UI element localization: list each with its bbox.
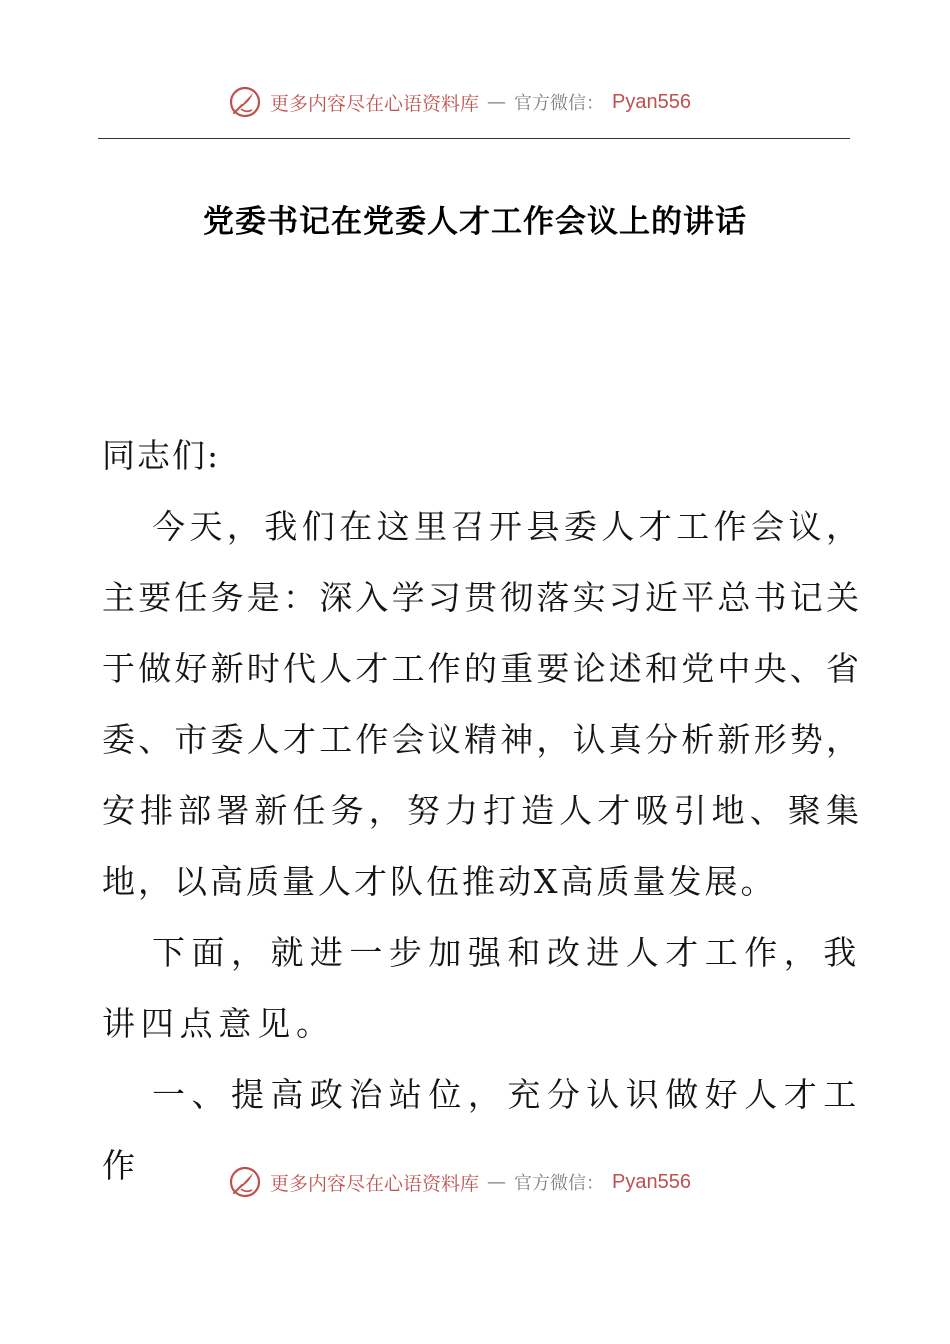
watermark-wechat-id: Pyan556	[612, 1170, 691, 1193]
document-title: 党委书记在党委人才工作会议上的讲话	[203, 204, 747, 240]
watermark-brand-text: 更多内容尽在心语资料库	[270, 1172, 480, 1195]
header-watermark-banner	[228, 84, 691, 120]
body-paragraph: 今天，我们在这里召开县委人才工作会议，主要任务是：深入学习贯彻落实习近平总书记关于做好新时代人才工作的重要论述和党中央、省委、市委人才工作会议精神，认真分析新形势，安排部署新任务，努力打造人才吸引地、聚集地，以高质量人才队伍推动X高质量发展。	[102, 507, 862, 901]
quill-pen-logo-icon	[228, 1165, 262, 1199]
body-paragraph: 下面，就进一步加强和改进人才工作，我讲四点意见。	[102, 933, 862, 1043]
section-heading: 一、提高政治站位，充分认识做好人才工作	[102, 1075, 862, 1185]
document-body	[102, 420, 862, 1201]
watermark-wechat-label: 官方微信：	[514, 93, 605, 114]
footer-watermark-banner	[228, 1164, 691, 1200]
quill-pen-logo-icon	[228, 85, 262, 119]
watermark-separator: —	[487, 1171, 507, 1193]
watermark-wechat-label: 官方微信：	[514, 1173, 605, 1194]
watermark-wechat-id: Pyan556	[612, 90, 691, 113]
header-divider	[98, 138, 850, 139]
watermark-separator: —	[487, 91, 507, 113]
watermark-brand-text: 更多内容尽在心语资料库	[270, 92, 480, 115]
salutation: 同志们:	[102, 436, 221, 475]
